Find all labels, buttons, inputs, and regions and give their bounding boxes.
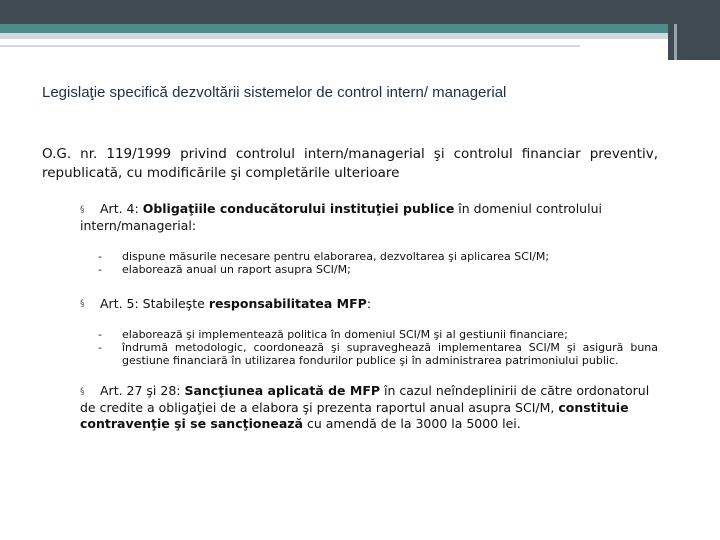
bullet-icon: §: [80, 204, 85, 215]
article-5-bold: responsabilitatea MFP: [208, 295, 367, 311]
top-bar-teal: [0, 24, 720, 33]
article-27-28: § Art. 27 şi 28: Sancţiunea aplicată de MFP în cazul neîndeplinirii de către ordonatorul de credite a obligaţiei de a elabora şi prezenta raportul anual asupra SCI/M, constituie contravenţie şi se sancţionează cu amendă de la 3000 la 5000 lei.: [80, 383, 650, 431]
article-4-bold: Obligaţiile conducătorului instituţiei publice: [142, 201, 455, 216]
slide-title: Legislaţie specifică dezvoltării sistemelor de control intern/ managerial: [42, 84, 507, 101]
intro-paragraph: O.G. nr. 119/1999 privind controlul intern/managerial şi controlul financiar preventiv, republicată, cu modificările şi completările ulterioare: [42, 146, 658, 181]
article-4-list: [98, 250, 658, 276]
list-item: - dispune măsurile necesare pentru elaborarea, dezvoltarea şi aplicarea SCI/M;: [98, 249, 550, 263]
list-item: - elaborează anual un raport asupra SCI/M;: [98, 262, 351, 276]
article-5: § Art. 5: Stabileşte responsabilitatea MFP:: [80, 295, 372, 311]
article-4: § Art. 4: Obligaţiile conducătorului instituţiei publice în domeniul controlului intern/managerial:: [80, 201, 602, 233]
list-item: - elaborează şi implementează politica în domeniul SCI/M şi al gestiunii financiare;: [98, 328, 568, 341]
article-27-bold-2: constituie contravenţie şi se sancţionează: [80, 399, 629, 431]
list-item: - îndrumă metodologic, coordonează şi supraveghează implementarea SCI/M şi asigură buna gestiune financiară în utilizarea fondurilor publice şi în administrarea patrimoniului public.: [98, 341, 658, 367]
bullet-icon: §: [80, 386, 85, 397]
top-right-corner-block: [668, 24, 720, 60]
article-5-list: [98, 328, 658, 367]
bullet-icon: §: [80, 299, 85, 309]
article-27-bold: Sancţiunea aplicată de MFP: [184, 383, 381, 398]
document-body: [42, 145, 658, 432]
header-divider: [0, 45, 580, 47]
top-bar-gray: [0, 33, 668, 39]
top-bar-dark: [0, 0, 720, 24]
